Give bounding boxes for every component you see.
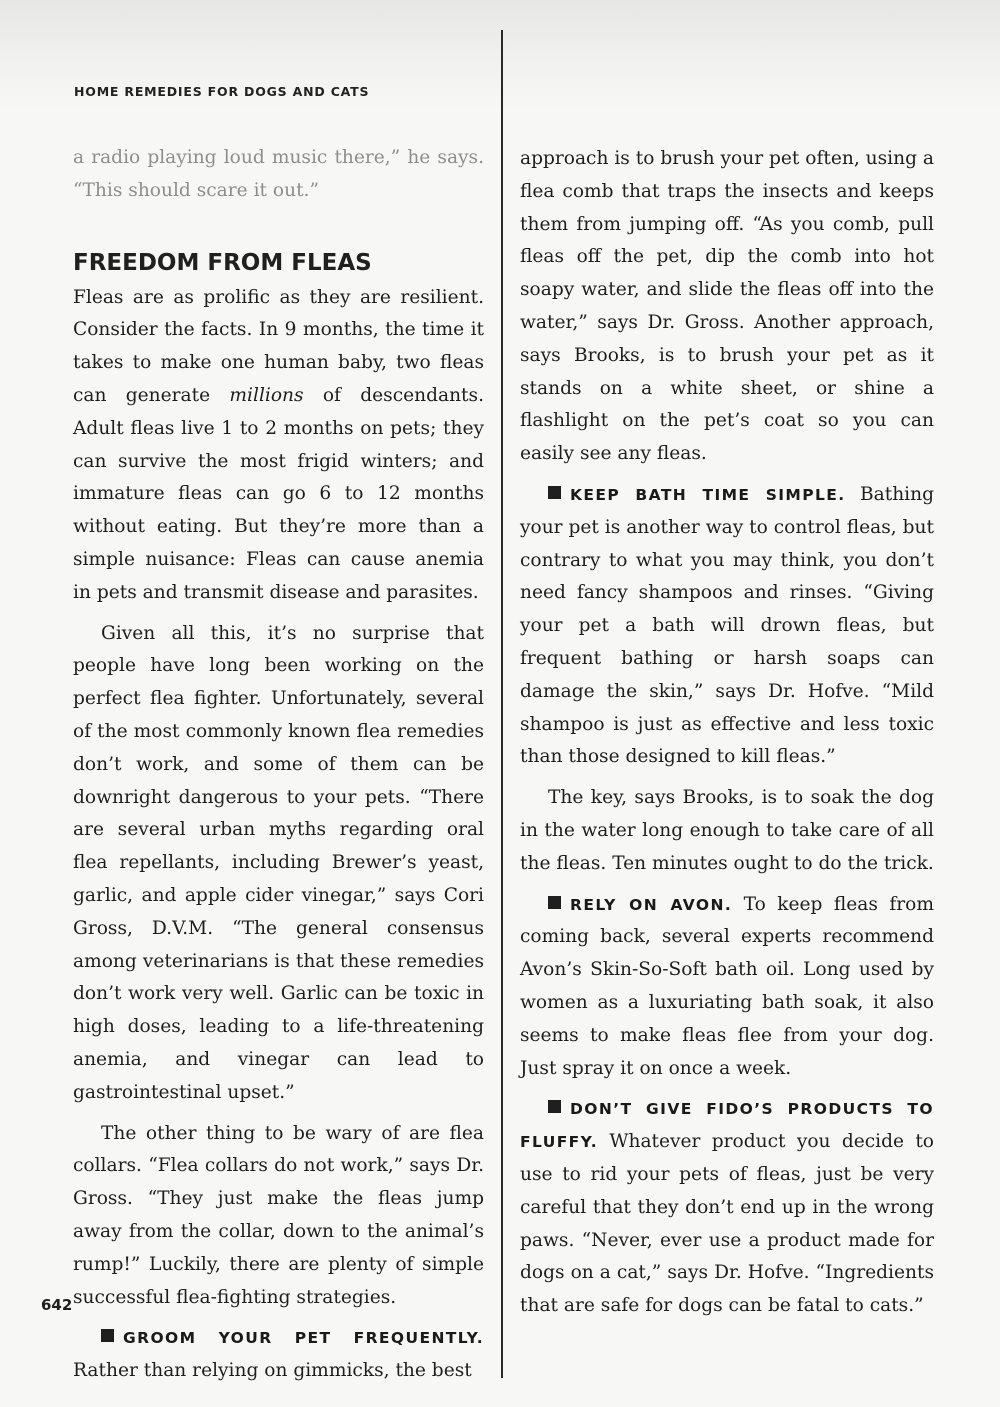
tip-bath bbox=[520, 479, 934, 774]
tip-fido-title: DON’T GIVE FIDO’S PRODUCTS TO FLUFFY. bbox=[520, 1100, 934, 1152]
tip-avon-title: RELY ON AVON. bbox=[570, 895, 733, 914]
tip-groom bbox=[73, 1322, 484, 1388]
tip-groom-text: Rather than relying on gimmicks, the best bbox=[73, 1360, 472, 1382]
tip-groom-title: GROOM YOUR PET FREQUENTLY. bbox=[123, 1329, 484, 1348]
section-title: FREEDOM FROM FLEAS bbox=[73, 249, 372, 276]
tip-avon-text: To keep fleas from coming back, several experts recommend Avon’s Skin-So-Soft bath oil. Long used by women as a luxuriating bath soak, it also seems to make fleas flee from your dog. Just spray it on once a week. bbox=[520, 893, 934, 1079]
page-number: 642 bbox=[41, 1296, 73, 1314]
tip-bath-text: Bathing your pet is another way to control fleas, but contrary to what you may think, you don’t need fancy shampoos and rinses. “Giving your pet a bath will drown fleas, but frequent bathing or harsh soaps can damage the skin,” says Dr. Hofve. “Mild shampoo is just as effective and less toxic than those designed to kill fleas.” bbox=[520, 483, 934, 768]
right-column bbox=[520, 143, 934, 1323]
paragraph-collars: The other thing to be wary of are flea collars. “Flea collars do not work,” says Dr. Gross. “They just make the fleas jump away from the collar, down to the animal’s rump!” Luckily, there are plenty of simple successful flea-fighting strategies. bbox=[73, 1122, 484, 1308]
tip-fido bbox=[520, 1093, 934, 1323]
paragraph-key: The key, says Brooks, is to soak the dog in the water long enough to take care of all the fleas. Ten minutes ought to do the trick. bbox=[520, 787, 934, 874]
continued-text: a radio playing loud music there,” he says. “This should scare it out.” bbox=[73, 147, 484, 201]
running-head: HOME REMEDIES FOR DOGS AND CATS bbox=[74, 84, 370, 99]
continued-text-right: approach is to brush your pet often, using a flea comb that traps the insects and keeps them from jumping off. “As you comb, pull fleas off the pet, dip the comb into hot soapy water, and slide the fleas off into the water,” says Dr. Gross. Another approach, says Brooks, is to brush your pet as it stands on a white sheet, or shine a flashlight on the pet’s coat so you can easily see any fleas. bbox=[520, 148, 934, 465]
paragraph-intro-end: of descendants. Adult fleas live 1 to 2 months on pets; they can survive the most frigid winters; and immature fleas can go 6 to 12 months without eating. But they’re more than a simple nuisance: Fleas can cause anemia in pets and transmit disease and parasites. bbox=[73, 384, 484, 603]
bullet-square-icon bbox=[548, 486, 561, 499]
left-column bbox=[73, 142, 484, 1388]
tip-fido-text: Whatever product you decide to use to rid your pets of fleas, just be very careful that they don’t end up in the wrong paws. “Never, ever use a product made for dogs on a cat,” says Dr. Hofve. “Ingredients that are safe for dogs can be fatal to cats.” bbox=[520, 1131, 934, 1317]
paragraph-myths: Given all this, it’s no surprise that people have long been working on the perfect flea fighter. Unfortunately, several of the most commonly known flea remedies don’t work, and some of them can be downright dangerous to your pets. “There are several urban myths regarding oral flea repellants, including Brewer’s yeast, garlic, and apple cider vinegar,” says Cori Gross, D.V.M. “The general consensus among veterinarians is that these remedies don’t work very well. Garlic can be toxic in high doses, leading to a life-threatening anemia, and vinegar can lead to gastrointestinal upset.” bbox=[73, 622, 484, 1103]
paragraph-intro bbox=[73, 282, 484, 610]
tip-avon bbox=[520, 889, 934, 1086]
paragraph-intro-start: Fleas are as prolific as they are resilient. Consider the facts. In 9 months, the time it takes to make one human baby, two fleas can generate bbox=[73, 286, 484, 406]
column-divider bbox=[501, 30, 503, 1378]
tip-bath-title: KEEP BATH TIME SIMPLE. bbox=[570, 485, 846, 504]
bullet-square-icon bbox=[548, 1100, 561, 1113]
emphasis-millions: millions bbox=[229, 384, 304, 406]
bullet-square-icon bbox=[101, 1329, 114, 1342]
bullet-square-icon bbox=[548, 896, 561, 909]
